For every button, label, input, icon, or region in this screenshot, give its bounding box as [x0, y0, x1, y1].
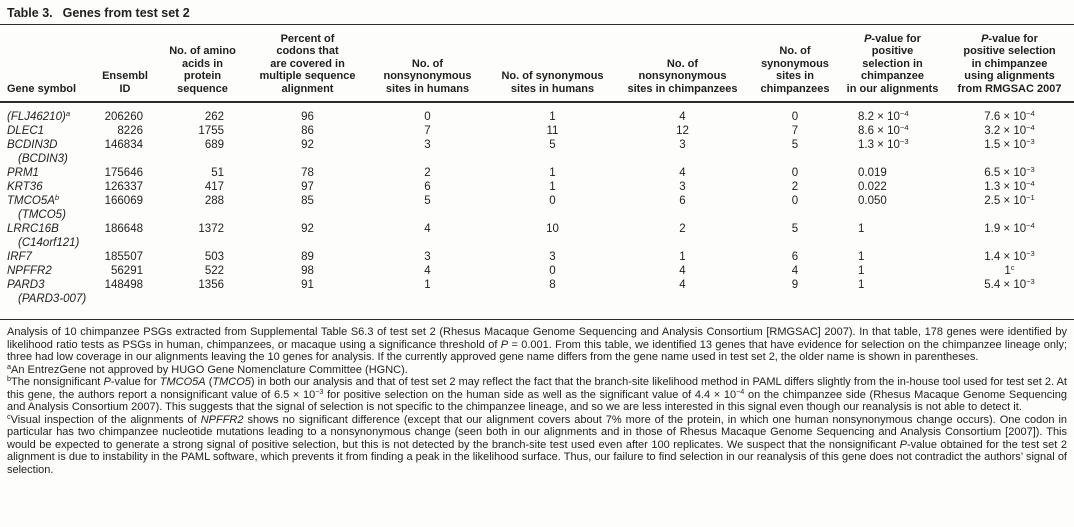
- cell-pct: 97: [301, 181, 314, 194]
- table-row: [0, 264, 1074, 278]
- cell-nonsyn_c: 4: [679, 167, 686, 180]
- cell-syn_h: 8: [549, 279, 556, 292]
- cell-nonsyn_h: 4: [424, 265, 431, 278]
- cell-syn_c: 7: [791, 125, 799, 138]
- column-header-p_rmgsac: P-value for positive selection in chimpanzee using alignments from RMGSAC 2007: [957, 33, 1062, 95]
- cell-p_our: $8.6 \times 10^{-4}$: [858, 123, 909, 138]
- cell-syn_h: 10: [546, 223, 559, 236]
- footnote-general: Analysis of 10 chimpanzee PSGs extracted from Supplemental Table S6.3 of test set 2 (Rhesus Macaque Genome Sequencing and Analysis Consortium [RMGSAC] 2007). In that table, 178 genes were identified by likelihood ratio tests as PSGs in human, chimpanzees, or macaque using a significance threshold of P = 0.001. From this table, we identified 13 genes that have evidence for selection on the chimpanzee lineage only; three had low coverage in our alignments leaving the 10 genes for analysis. If the currently approved gene name differs from the gene name used in test set 2, the older name is shown in parentheses.: [7, 326, 1067, 364]
- table-number: Table 3.: [7, 6, 53, 20]
- cell-nonsyn_h: 3: [424, 251, 431, 264]
- cell-p_our: 1: [858, 251, 865, 264]
- cell-nonsyn_h: 2: [424, 167, 431, 180]
- footnote-b: $^b$The nonsignificant P-value for TMCO5A (TMCO5) in both our analysis and that of test set 2 may reflect the fact that the branch-site likelihood method in PAML differs slightly from the in-house tool used for test set 2. At this gene, the authors report a nonsignificant value of $6.5 \times 10^{-3}$ for positive selection on the human side as well as the significant value of $4.4 \times 10^{-4}$ on the chimpanzee side (Rhesus Macaque Genome Sequencing and Analysis Consortium 2007). This suggests that the signal of selection is not specific to the chimpanzee lineage, and so we are less interested in this signal even though our reanalysis is not able to detect it.: [7, 374, 1067, 414]
- table-row: [0, 124, 1074, 138]
- cell-syn_h: 5: [549, 139, 556, 152]
- cell-p_rmgsac: $1.9 \times 10^{-4}$: [984, 221, 1035, 236]
- cell-nonsyn_c: 4: [679, 265, 686, 278]
- table-row: [0, 166, 1074, 180]
- cell-p_rmgsac: $6.5 \times 10^{-3}$: [984, 165, 1035, 180]
- cell-nonsyn_h: 4: [424, 223, 431, 236]
- column-header-syn_h: No. of synonymous sites in humans: [501, 70, 604, 95]
- cell-p_rmgsac: $7.6 \times 10^{-4}$: [984, 109, 1035, 124]
- table-row: [0, 138, 1074, 166]
- cell-nonsyn_h: 6: [424, 181, 431, 194]
- cell-aa: 1356: [198, 279, 224, 292]
- cell-aa: 503: [204, 251, 224, 264]
- cell-nonsyn_h: 0: [424, 111, 431, 124]
- table-header: [0, 25, 1074, 102]
- cell-aa: 1372: [198, 223, 224, 236]
- column-header-syn_c: No. of synonymous sites in chimpanzees: [760, 45, 830, 95]
- cell-p_rmgsac: $1.3 \times 10^{-4}$: [984, 179, 1035, 194]
- cell-gene: $TMCO5A^b$ (TMCO5): [7, 193, 66, 222]
- cell-syn_c: 2: [791, 181, 799, 194]
- cell-ensembl: 166069: [104, 195, 143, 208]
- cell-syn_h: 1: [549, 181, 556, 194]
- cell-ensembl: 175646: [104, 167, 143, 180]
- cell-nonsyn_c: 2: [679, 223, 686, 236]
- cell-nonsyn_c: 3: [679, 181, 686, 194]
- cell-ensembl: 56291: [111, 265, 143, 278]
- cell-pct: 89: [301, 251, 314, 264]
- cell-ensembl: 185507: [104, 251, 143, 264]
- cell-syn_c: 9: [791, 279, 799, 292]
- cell-p_rmgsac: $1.4 \times 10^{-3}$: [984, 249, 1035, 264]
- column-header-aa: No. of amino acids in protein sequence: [169, 45, 236, 95]
- cell-nonsyn_c: 6: [679, 195, 686, 208]
- column-header-ensembl: Ensembl ID: [102, 70, 148, 95]
- cell-gene: IRF7: [7, 251, 32, 264]
- cell-syn_c: 5: [791, 139, 799, 152]
- cell-p_our: 1: [858, 223, 865, 236]
- cell-nonsyn_c: 4: [679, 279, 686, 292]
- cell-p_our: $8.2 \times 10^{-4}$: [858, 109, 909, 124]
- cell-syn_h: 0: [549, 265, 556, 278]
- table-row: [0, 250, 1074, 264]
- cell-aa: 522: [204, 265, 224, 278]
- header-row: [0, 25, 1074, 102]
- cell-gene: PRM1: [7, 167, 39, 180]
- cell-gene: BCDIN3D (BCDIN3): [7, 139, 68, 166]
- cell-pct: 92: [301, 223, 314, 236]
- footnote-a: $^a$An EntrezGene not approved by HUGO Gene Nomenclature Committee (HGNC).: [7, 361, 408, 376]
- cell-syn_h: 0: [549, 195, 556, 208]
- cell-syn_c: 0: [791, 195, 799, 208]
- table-row: [0, 180, 1074, 194]
- cell-ensembl: 8226: [117, 125, 143, 138]
- cell-ensembl: 146834: [104, 139, 143, 152]
- cell-gene: DLEC1: [7, 125, 45, 138]
- cell-nonsyn_c: 12: [676, 125, 689, 138]
- cell-gene: LRRC16B (C14orf121): [7, 223, 80, 250]
- cell-gene: NPFFR2: [7, 265, 52, 278]
- cell-gene: $(FLJ46210)^a$: [7, 109, 71, 124]
- table-row: [0, 194, 1074, 222]
- cell-ensembl: 206260: [104, 111, 143, 124]
- cell-nonsyn_h: 1: [424, 279, 431, 292]
- cell-pct: 91: [301, 279, 314, 292]
- column-header-nonsyn_c: No. of nonsynonymous sites in chimpanzees: [627, 57, 738, 95]
- table-caption: Genes from test set 2: [62, 6, 190, 20]
- cell-syn_h: 3: [549, 251, 556, 264]
- cell-p_rmgsac: $3.2 \times 10^{-4}$: [984, 123, 1035, 138]
- table-title: [0, 0, 1074, 25]
- cell-p_our: 1: [858, 265, 865, 278]
- cell-pct: 78: [301, 167, 314, 180]
- column-header-gene: Gene symbol: [7, 82, 77, 95]
- cell-pct: 92: [301, 139, 314, 152]
- table-row: [0, 102, 1074, 124]
- cell-nonsyn_c: 4: [679, 111, 686, 124]
- cell-p_our: $1.3 \times 10^{-3}$: [858, 137, 909, 152]
- cell-nonsyn_h: 5: [424, 195, 431, 208]
- table-row: [0, 278, 1074, 320]
- cell-aa: 1755: [198, 125, 224, 138]
- column-header-pct: Percent of codons that are covered in multiple sequence alignment: [259, 33, 356, 95]
- cell-nonsyn_h: 3: [424, 139, 431, 152]
- table-body: [0, 102, 1074, 320]
- cell-syn_h: 1: [549, 167, 556, 180]
- cell-p_our: 0.019: [858, 167, 887, 180]
- cell-pct: 85: [301, 195, 314, 208]
- cell-p_our: 0.022: [858, 181, 887, 194]
- genes-table: [0, 25, 1074, 320]
- cell-ensembl: 186648: [104, 223, 143, 236]
- cell-syn_c: 0: [791, 167, 799, 180]
- cell-pct: 96: [301, 111, 314, 124]
- cell-p_our: 1: [858, 279, 865, 292]
- cell-syn_h: 1: [549, 111, 556, 124]
- cell-aa: 262: [204, 111, 224, 124]
- cell-ensembl: 148498: [104, 279, 143, 292]
- cell-p_rmgsac: $5.4 \times 10^{-3}$: [984, 277, 1035, 292]
- cell-syn_c: 5: [791, 223, 799, 236]
- cell-pct: 86: [301, 125, 314, 138]
- cell-aa: 51: [211, 167, 224, 180]
- cell-p_our: 0.050: [858, 195, 887, 208]
- cell-aa: 689: [204, 139, 224, 152]
- cell-pct: 98: [301, 265, 314, 278]
- table-footnotes: [0, 320, 1074, 476]
- column-header-nonsyn_h: No. of nonsynonymous sites in humans: [383, 57, 472, 95]
- cell-nonsyn_c: 3: [679, 139, 686, 152]
- cell-syn_c: 0: [791, 111, 799, 124]
- cell-syn_h: 11: [546, 125, 559, 138]
- cell-syn_c: 4: [791, 265, 799, 278]
- column-header-p_our: P-value for positive selection in chimpanzee in our alignments: [846, 33, 939, 95]
- cell-p_rmgsac: $2.5 \times 10^{-1}$: [984, 193, 1035, 208]
- cell-aa: 288: [204, 195, 224, 208]
- cell-aa: 417: [204, 181, 224, 194]
- cell-ensembl: 126337: [104, 181, 143, 194]
- cell-syn_c: 6: [791, 251, 799, 264]
- cell-nonsyn_c: 1: [679, 251, 686, 264]
- cell-gene: KRT36: [7, 181, 43, 194]
- cell-p_rmgsac: 1$^c$: [1004, 263, 1015, 278]
- cell-p_rmgsac: $1.5 \times 10^{-3}$: [984, 137, 1035, 152]
- cell-nonsyn_h: 7: [424, 125, 431, 138]
- cell-gene: PARD3 (PARD3-007): [7, 279, 87, 306]
- table-row: [0, 222, 1074, 250]
- footnote-c: $^c$Visual inspection of the alignments of NPFFR2 shows no significant difference (except that our alignment covers about 7% more of the protein, in which one human nonsynonymous change occurs). One codon in particular has two chimpanzee nucleotide mutations leading to a nonsynonymous change (seen both in our alignments and in those of Rhesus Macaque Genome Sequencing and Analysis Consortium [2007]). This would be expected to generate a strong signal of positive selection, but this is not detected by the branch-site test used even after 100 replicates. We suspect that the nonsignificant P-value obtained for the test set 2 alignment is due to instability in the PAML software, which prevents it from finding a peak in the likelihood surface. Thus, our failure to find selection in our reanalysis of this gene does not contradict the authors’ signal of selection.: [7, 411, 1068, 476]
